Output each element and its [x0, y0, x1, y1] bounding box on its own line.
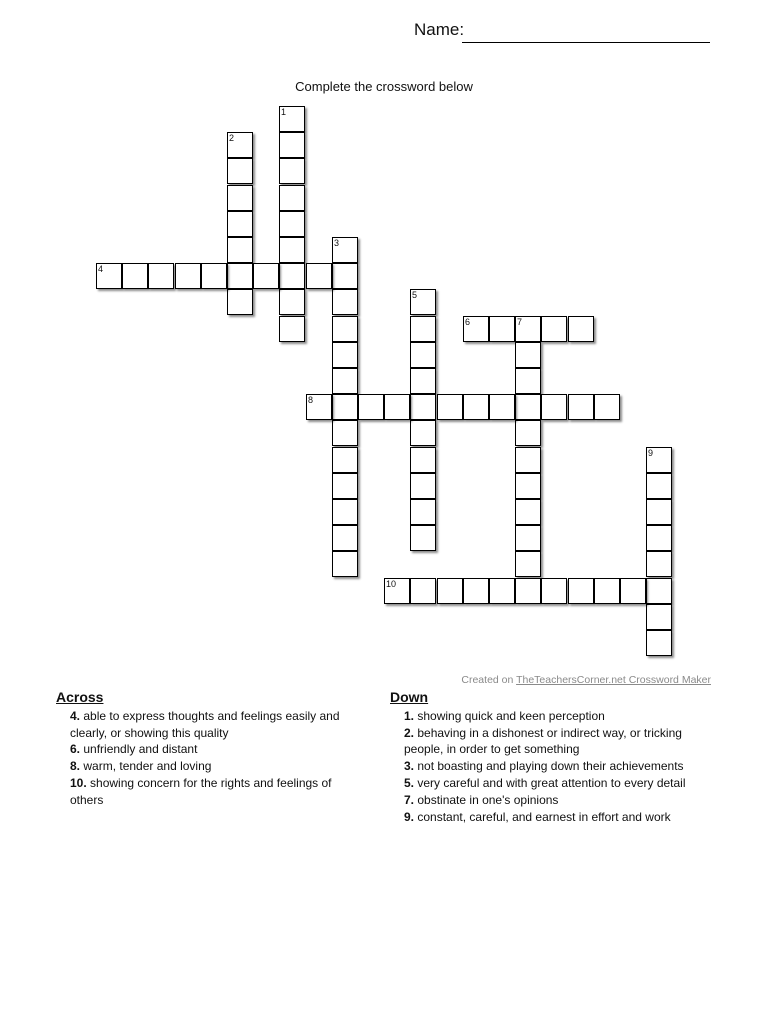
crossword-cell[interactable]	[279, 263, 305, 289]
crossword-cell[interactable]	[227, 263, 253, 289]
name-label: Name:	[414, 20, 465, 39]
crossword-cell[interactable]	[568, 578, 594, 604]
crossword-cell[interactable]	[279, 158, 305, 184]
crossword-cell[interactable]	[332, 499, 358, 525]
crossword-cell[interactable]	[279, 289, 305, 315]
crossword-cell[interactable]	[279, 237, 305, 263]
clue-across-8	[56, 758, 366, 775]
crossword-cell[interactable]	[227, 158, 253, 184]
crossword-cell[interactable]	[332, 316, 358, 342]
crossword-cell[interactable]	[253, 263, 279, 289]
crossword-cell[interactable]	[594, 578, 620, 604]
clue-text: showing concern for the rights and feelings of others	[70, 775, 332, 807]
across-heading: Across	[56, 689, 104, 705]
crossword-cell[interactable]	[515, 525, 541, 551]
credit-link[interactable]: TheTeachersCorner.net Crossword Maker	[516, 674, 711, 686]
crossword-cell[interactable]	[332, 342, 358, 368]
clue-number: 3.	[404, 759, 415, 774]
across-clues	[56, 689, 366, 809]
crossword-cell[interactable]	[646, 499, 672, 525]
crossword-cell[interactable]	[410, 473, 436, 499]
crossword-cell[interactable]	[437, 578, 463, 604]
crossword-cell[interactable]	[515, 420, 541, 446]
clue-number-label: 8	[308, 395, 314, 405]
clue-text: warm, tender and loving	[83, 759, 212, 774]
crossword-cell[interactable]	[541, 316, 567, 342]
crossword-cell[interactable]	[384, 394, 410, 420]
clue-number: 1.	[404, 708, 415, 723]
crossword-cell[interactable]	[463, 316, 489, 342]
crossword-cell[interactable]	[410, 578, 436, 604]
clue-down-3	[390, 758, 710, 775]
clue-number: 2.	[404, 725, 415, 740]
crossword-cell[interactable]	[306, 394, 332, 420]
crossword-cell[interactable]	[279, 185, 305, 211]
crossword-cell[interactable]	[515, 499, 541, 525]
clue-across-10	[56, 775, 366, 809]
clue-number: 4.	[70, 708, 81, 723]
crossword-cell[interactable]	[227, 185, 253, 211]
crossword-cell[interactable]	[332, 473, 358, 499]
clue-text: not boasting and playing down their achievements	[417, 759, 684, 774]
crossword-cell[interactable]	[463, 394, 489, 420]
crossword-cell[interactable]	[541, 394, 567, 420]
clue-down-5	[390, 775, 710, 792]
crossword-cell[interactable]	[646, 473, 672, 499]
crossword-cell[interactable]	[410, 499, 436, 525]
crossword-cell[interactable]	[332, 237, 358, 263]
crossword-cell[interactable]	[279, 106, 305, 132]
clue-number-label: 2	[229, 133, 235, 143]
crossword-cell[interactable]	[489, 316, 515, 342]
crossword-cell[interactable]	[410, 394, 436, 420]
clue-number: 8.	[70, 759, 81, 774]
crossword-cell[interactable]	[201, 263, 227, 289]
crossword-cell[interactable]	[148, 263, 174, 289]
crossword-cell[interactable]	[279, 211, 305, 237]
crossword-cell[interactable]	[515, 578, 541, 604]
crossword-cell[interactable]	[646, 604, 672, 630]
clue-number-label: 6	[465, 317, 471, 327]
crossword-cell[interactable]	[384, 578, 410, 604]
crossword-cell[interactable]	[227, 132, 253, 158]
crossword-cell[interactable]	[515, 394, 541, 420]
clue-number: 5.	[404, 775, 415, 790]
crossword-cell[interactable]	[332, 394, 358, 420]
clue-number-label: 10	[386, 579, 397, 589]
crossword-cell[interactable]	[463, 578, 489, 604]
crossword-cell[interactable]	[227, 289, 253, 315]
clue-text: unfriendly and distant	[83, 742, 198, 757]
crossword-cell[interactable]	[410, 525, 436, 551]
crossword-cell[interactable]	[437, 394, 463, 420]
crossword-cell[interactable]	[515, 473, 541, 499]
crossword-cell[interactable]	[175, 263, 201, 289]
clue-number-label: 3	[334, 238, 340, 248]
crossword-cell[interactable]	[410, 420, 436, 446]
down-heading: Down	[390, 689, 429, 705]
clue-down-9	[390, 809, 710, 826]
clue-number-label: 1	[281, 107, 287, 117]
crossword-cell[interactable]	[410, 289, 436, 315]
clue-number: 9.	[404, 809, 415, 824]
crossword-cell[interactable]	[279, 316, 305, 342]
crossword-cell[interactable]	[541, 578, 567, 604]
crossword-cell[interactable]	[646, 578, 672, 604]
crossword-cell[interactable]	[620, 578, 646, 604]
clue-down-7	[390, 792, 710, 809]
credit-prefix: Created on	[461, 674, 514, 686]
crossword-cell[interactable]	[646, 525, 672, 551]
crossword-cell[interactable]	[227, 211, 253, 237]
crossword-cell[interactable]	[410, 368, 436, 394]
clue-text: very careful and with great attention to every detail	[417, 775, 686, 790]
crossword-cell[interactable]	[410, 447, 436, 473]
clue-text: behaving in a dishonest or indirect way, or tricking people, in order to get something	[404, 725, 682, 757]
crossword-cell[interactable]	[358, 394, 384, 420]
down-clues	[390, 689, 710, 825]
clue-down-2	[390, 725, 710, 759]
crossword-cell[interactable]	[515, 316, 541, 342]
crossword-cell[interactable]	[489, 578, 515, 604]
clue-number: 6.	[70, 742, 81, 757]
clue-text: able to express thoughts and feelings easily and clearly, or showing this quality	[70, 708, 340, 740]
clue-down-1	[390, 708, 710, 725]
crossword-cell[interactable]	[279, 132, 305, 158]
crossword-cell[interactable]	[646, 630, 672, 656]
clue-number-label: 4	[98, 264, 104, 274]
crossword-cell[interactable]	[410, 316, 436, 342]
clue-number-label: 9	[648, 448, 654, 458]
crossword-cell[interactable]	[306, 263, 332, 289]
crossword-cell[interactable]	[646, 447, 672, 473]
crossword-cell[interactable]	[515, 342, 541, 368]
crossword-cell[interactable]	[332, 551, 358, 577]
crossword-cell[interactable]	[332, 289, 358, 315]
crossword-cell[interactable]	[96, 263, 122, 289]
instructions: Complete the crossword below	[295, 79, 473, 94]
crossword-cell[interactable]	[332, 447, 358, 473]
crossword-cell[interactable]	[410, 342, 436, 368]
clue-number-label: 7	[517, 317, 523, 327]
crossword-cell[interactable]	[646, 551, 672, 577]
clue-number: 7.	[404, 792, 415, 807]
clue-number-label: 5	[412, 290, 418, 300]
crossword-cell[interactable]	[515, 368, 541, 394]
clue-across-6	[56, 741, 366, 758]
clue-text: showing quick and keen perception	[417, 708, 605, 723]
crossword-cell[interactable]	[515, 551, 541, 577]
credit-line	[461, 674, 711, 686]
clue-text: obstinate in one's opinions	[417, 792, 559, 807]
clue-number: 10.	[70, 775, 87, 790]
crossword-cell[interactable]	[332, 420, 358, 446]
crossword-cell[interactable]	[332, 368, 358, 394]
crossword-cell[interactable]	[568, 394, 594, 420]
clue-across-4	[56, 708, 366, 742]
crossword-cell[interactable]	[594, 394, 620, 420]
crossword-cell[interactable]	[568, 316, 594, 342]
crossword-cell[interactable]	[515, 447, 541, 473]
clue-text: constant, careful, and earnest in effort and work	[417, 809, 671, 824]
crossword-cell[interactable]	[489, 394, 515, 420]
crossword-cell[interactable]	[332, 525, 358, 551]
crossword-cell[interactable]	[332, 263, 358, 289]
crossword-cell[interactable]	[122, 263, 148, 289]
crossword-cell[interactable]	[227, 237, 253, 263]
